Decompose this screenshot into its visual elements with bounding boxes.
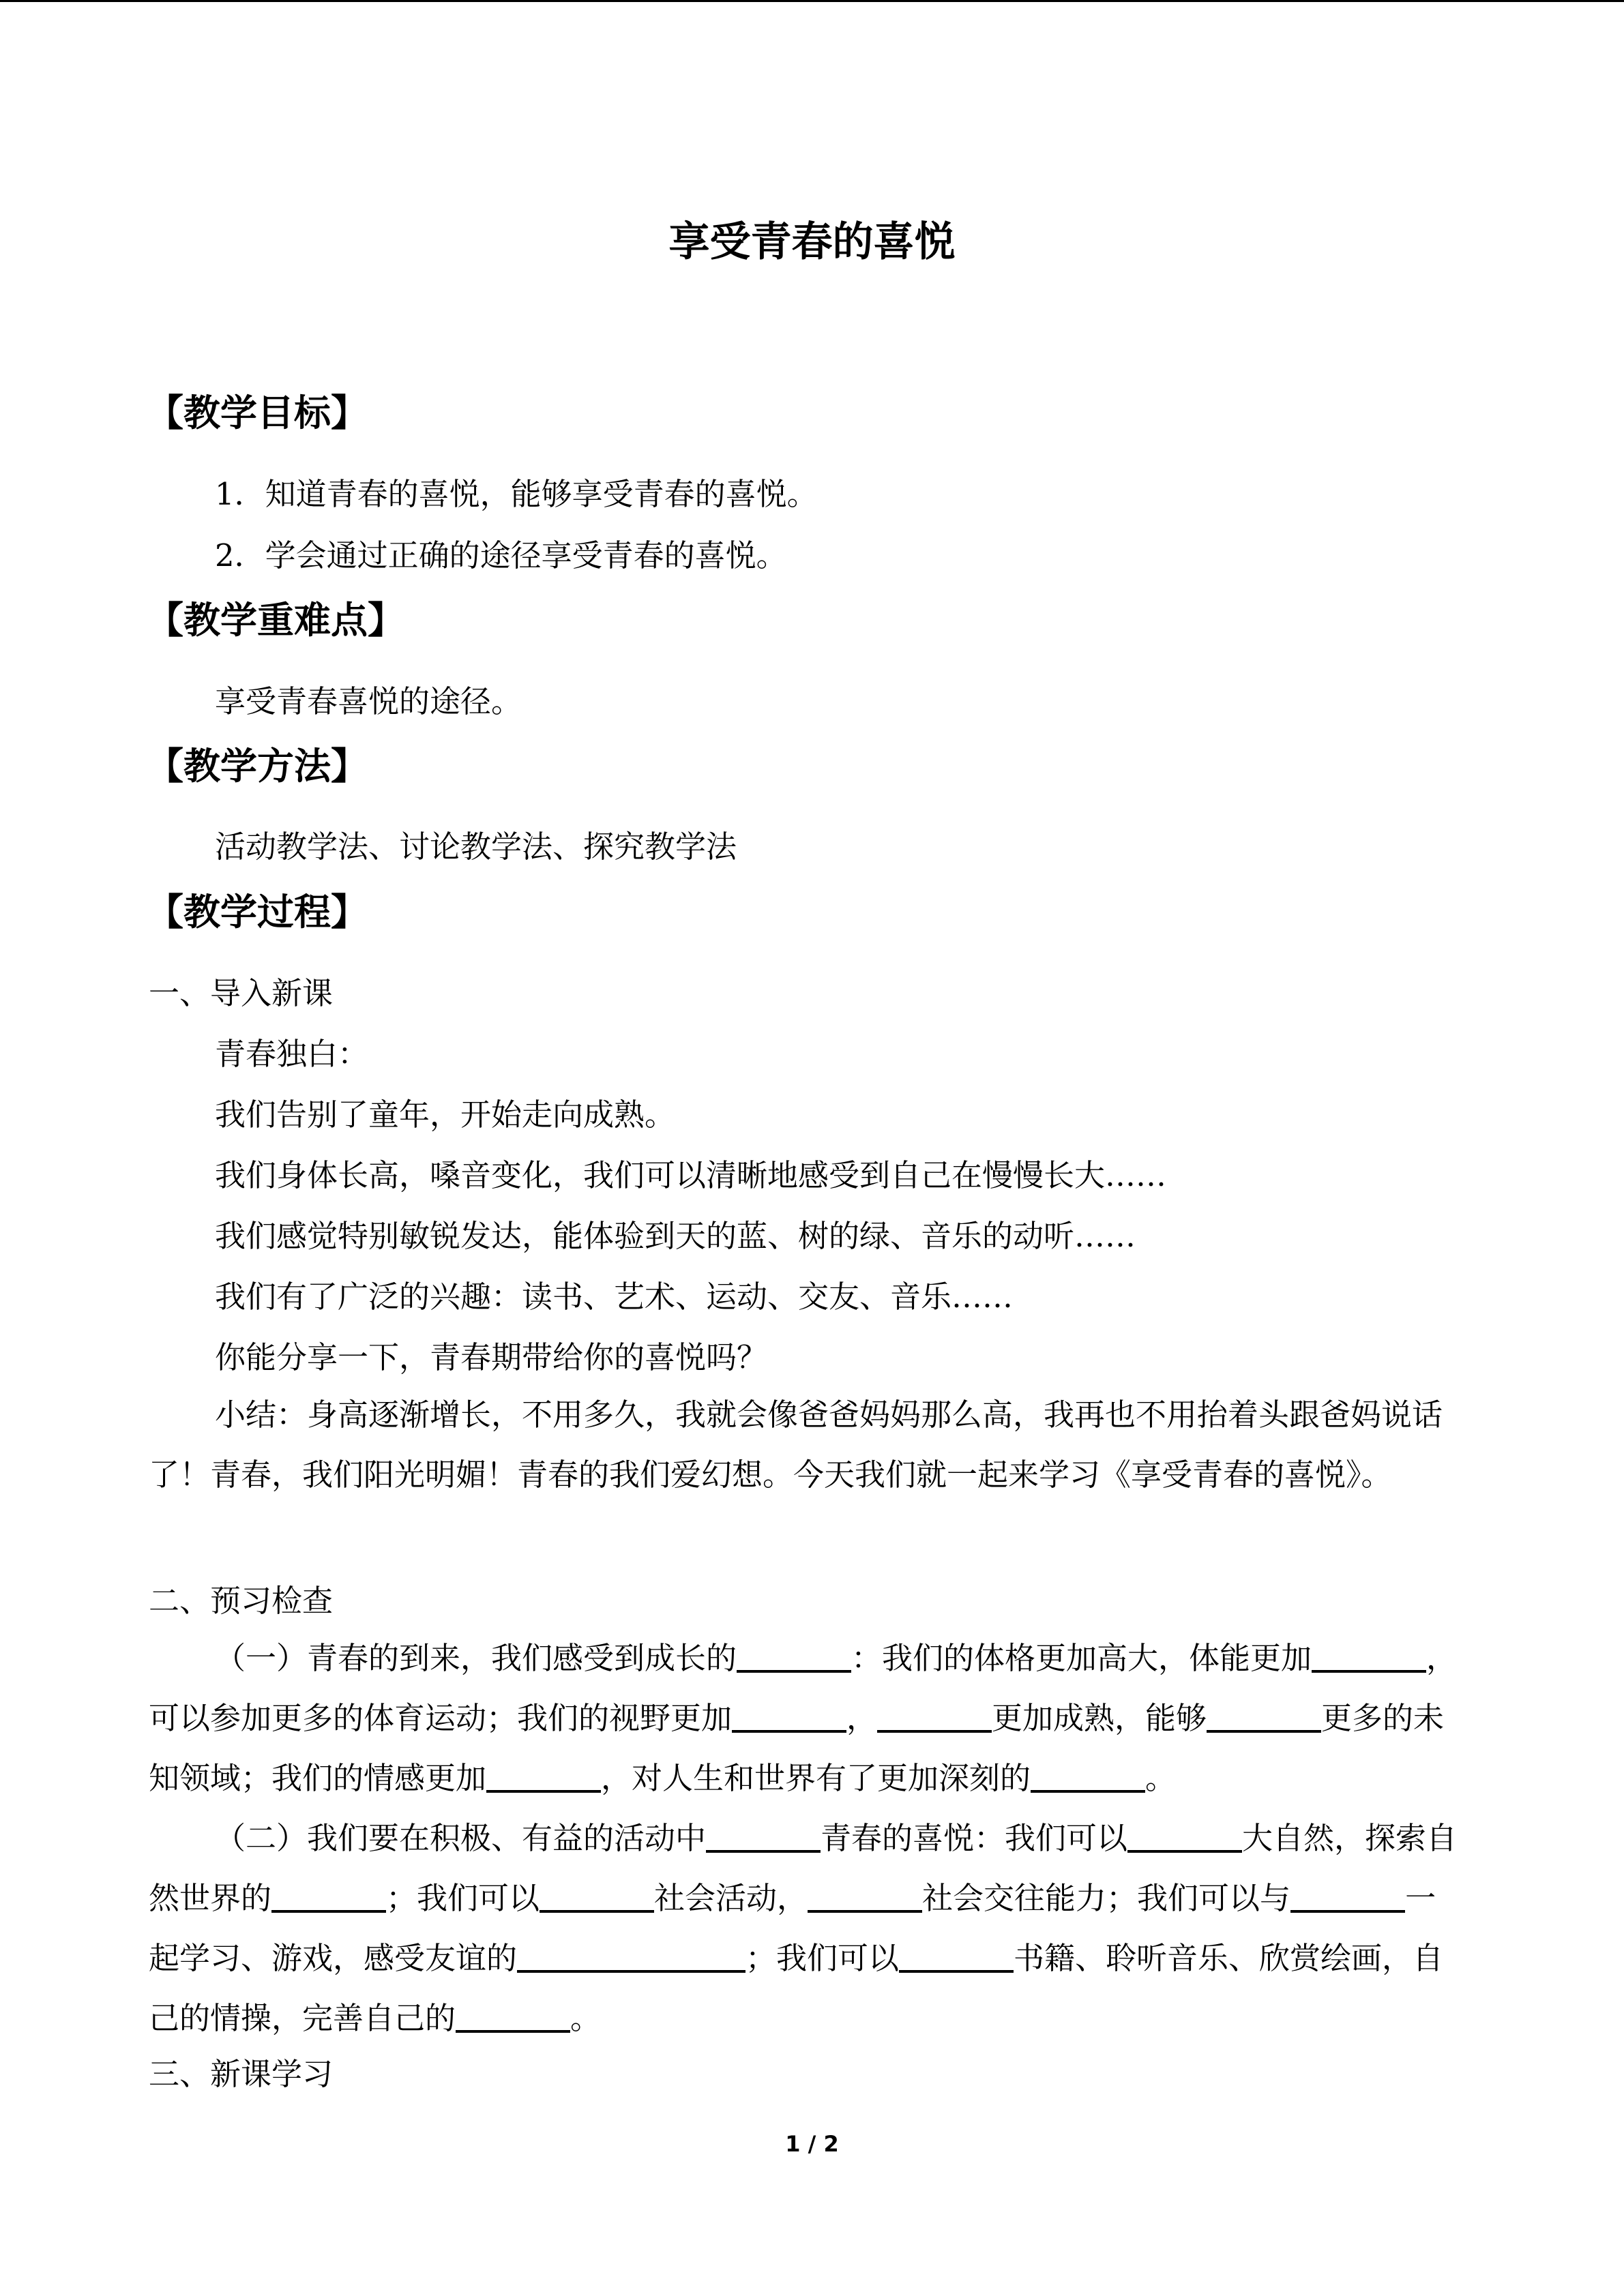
answer-blank[interactable] <box>517 1939 745 1973</box>
heading-teaching-goals: 【教学目标】 <box>147 391 368 434</box>
answer-blank[interactable] <box>456 1999 570 2033</box>
answer-blank[interactable] <box>1127 1819 1242 1853</box>
answer-blank[interactable] <box>1290 1879 1405 1913</box>
intro-line-2: 我们告别了童年，开始走向成熟。 <box>215 1097 676 1133</box>
answer-blank[interactable] <box>1031 1759 1145 1793</box>
key-points-text: 享受青春喜悦的途径。 <box>215 683 522 719</box>
goal-item-1: 1．知道青春的喜悦，能够享受青春的喜悦。 <box>215 476 818 512</box>
answer-blank[interactable] <box>732 1699 846 1733</box>
heading-key-points: 【教学重难点】 <box>147 599 404 642</box>
section-1-heading: 一、导入新课 <box>149 975 334 1011</box>
intro-line-1: 青春独白： <box>215 1036 369 1072</box>
section-2-heading: 二、预习检查 <box>149 1583 334 1619</box>
heading-teaching-process: 【教学过程】 <box>147 891 368 934</box>
intro-line-4: 我们感觉特别敏锐发达，能体验到天的蓝、树的绿、音乐的动听…… <box>215 1218 1136 1254</box>
fill-in-question-1: （一）青春的到来，我们感受到成长的 ：我们的体格更加高大，体能更加 ，可以参加更多的体育运动；我们的视野更加 ， 更加成熟，能够 更多的未知领域；我们的情感更加 ，对人生和世界有了更加深刻的 。 <box>149 1640 1458 1796</box>
answer-blank[interactable] <box>1312 1639 1426 1673</box>
intro-line-3: 我们身体长高，嗓音变化，我们可以清晰地感受到自己在慢慢长大…… <box>215 1157 1167 1193</box>
answer-blank[interactable] <box>877 1699 992 1733</box>
goal-item-2: 2．学会通过正确的途径享受青春的喜悦。 <box>215 537 787 573</box>
intro-line-5: 我们有了广泛的兴趣：读书、艺术、运动、交友、音乐…… <box>215 1279 1014 1315</box>
heading-teaching-methods: 【教学方法】 <box>147 745 368 788</box>
answer-blank[interactable] <box>1207 1699 1321 1733</box>
document-title: 享受青春的喜悦 <box>668 218 956 266</box>
answer-blank[interactable] <box>271 1879 386 1913</box>
answer-blank[interactable] <box>899 1939 1014 1973</box>
methods-text: 活动教学法、讨论教学法、探究教学法 <box>215 829 737 865</box>
answer-blank[interactable] <box>540 1879 654 1913</box>
top-border-line <box>0 0 1624 2</box>
intro-summary: 小结：身高逐渐增长，不用多久，我就会像爸爸妈妈那么高，我再也不用抬着头跟爸妈说话了！青春，我们阳光明媚！青春的我们爱幻想。今天我们就一起来学习《享受青春的喜悦》。 <box>149 1397 1443 1493</box>
answer-blank[interactable] <box>706 1819 821 1853</box>
section-3-heading: 三、新课学习 <box>149 2056 334 2092</box>
intro-line-6: 你能分享一下，青春期带给你的喜悦吗？ <box>215 1339 768 1375</box>
answer-blank[interactable] <box>737 1639 851 1673</box>
answer-blank[interactable] <box>486 1759 601 1793</box>
page-number: 1 / 2 <box>785 2131 839 2157</box>
fill-in-question-2: （二）我们要在积极、有益的活动中 青春的喜悦：我们可以 大自然，探索自然世界的 ；我们可以 社会活动， 社会交往能力；我们可以与 一起学习、游戏，感受友谊的 ；我们可以 书籍、聆听音乐、欣赏绘画，自己的情操，完善自己的 。 <box>149 1820 1458 2036</box>
answer-blank[interactable] <box>808 1879 922 1913</box>
